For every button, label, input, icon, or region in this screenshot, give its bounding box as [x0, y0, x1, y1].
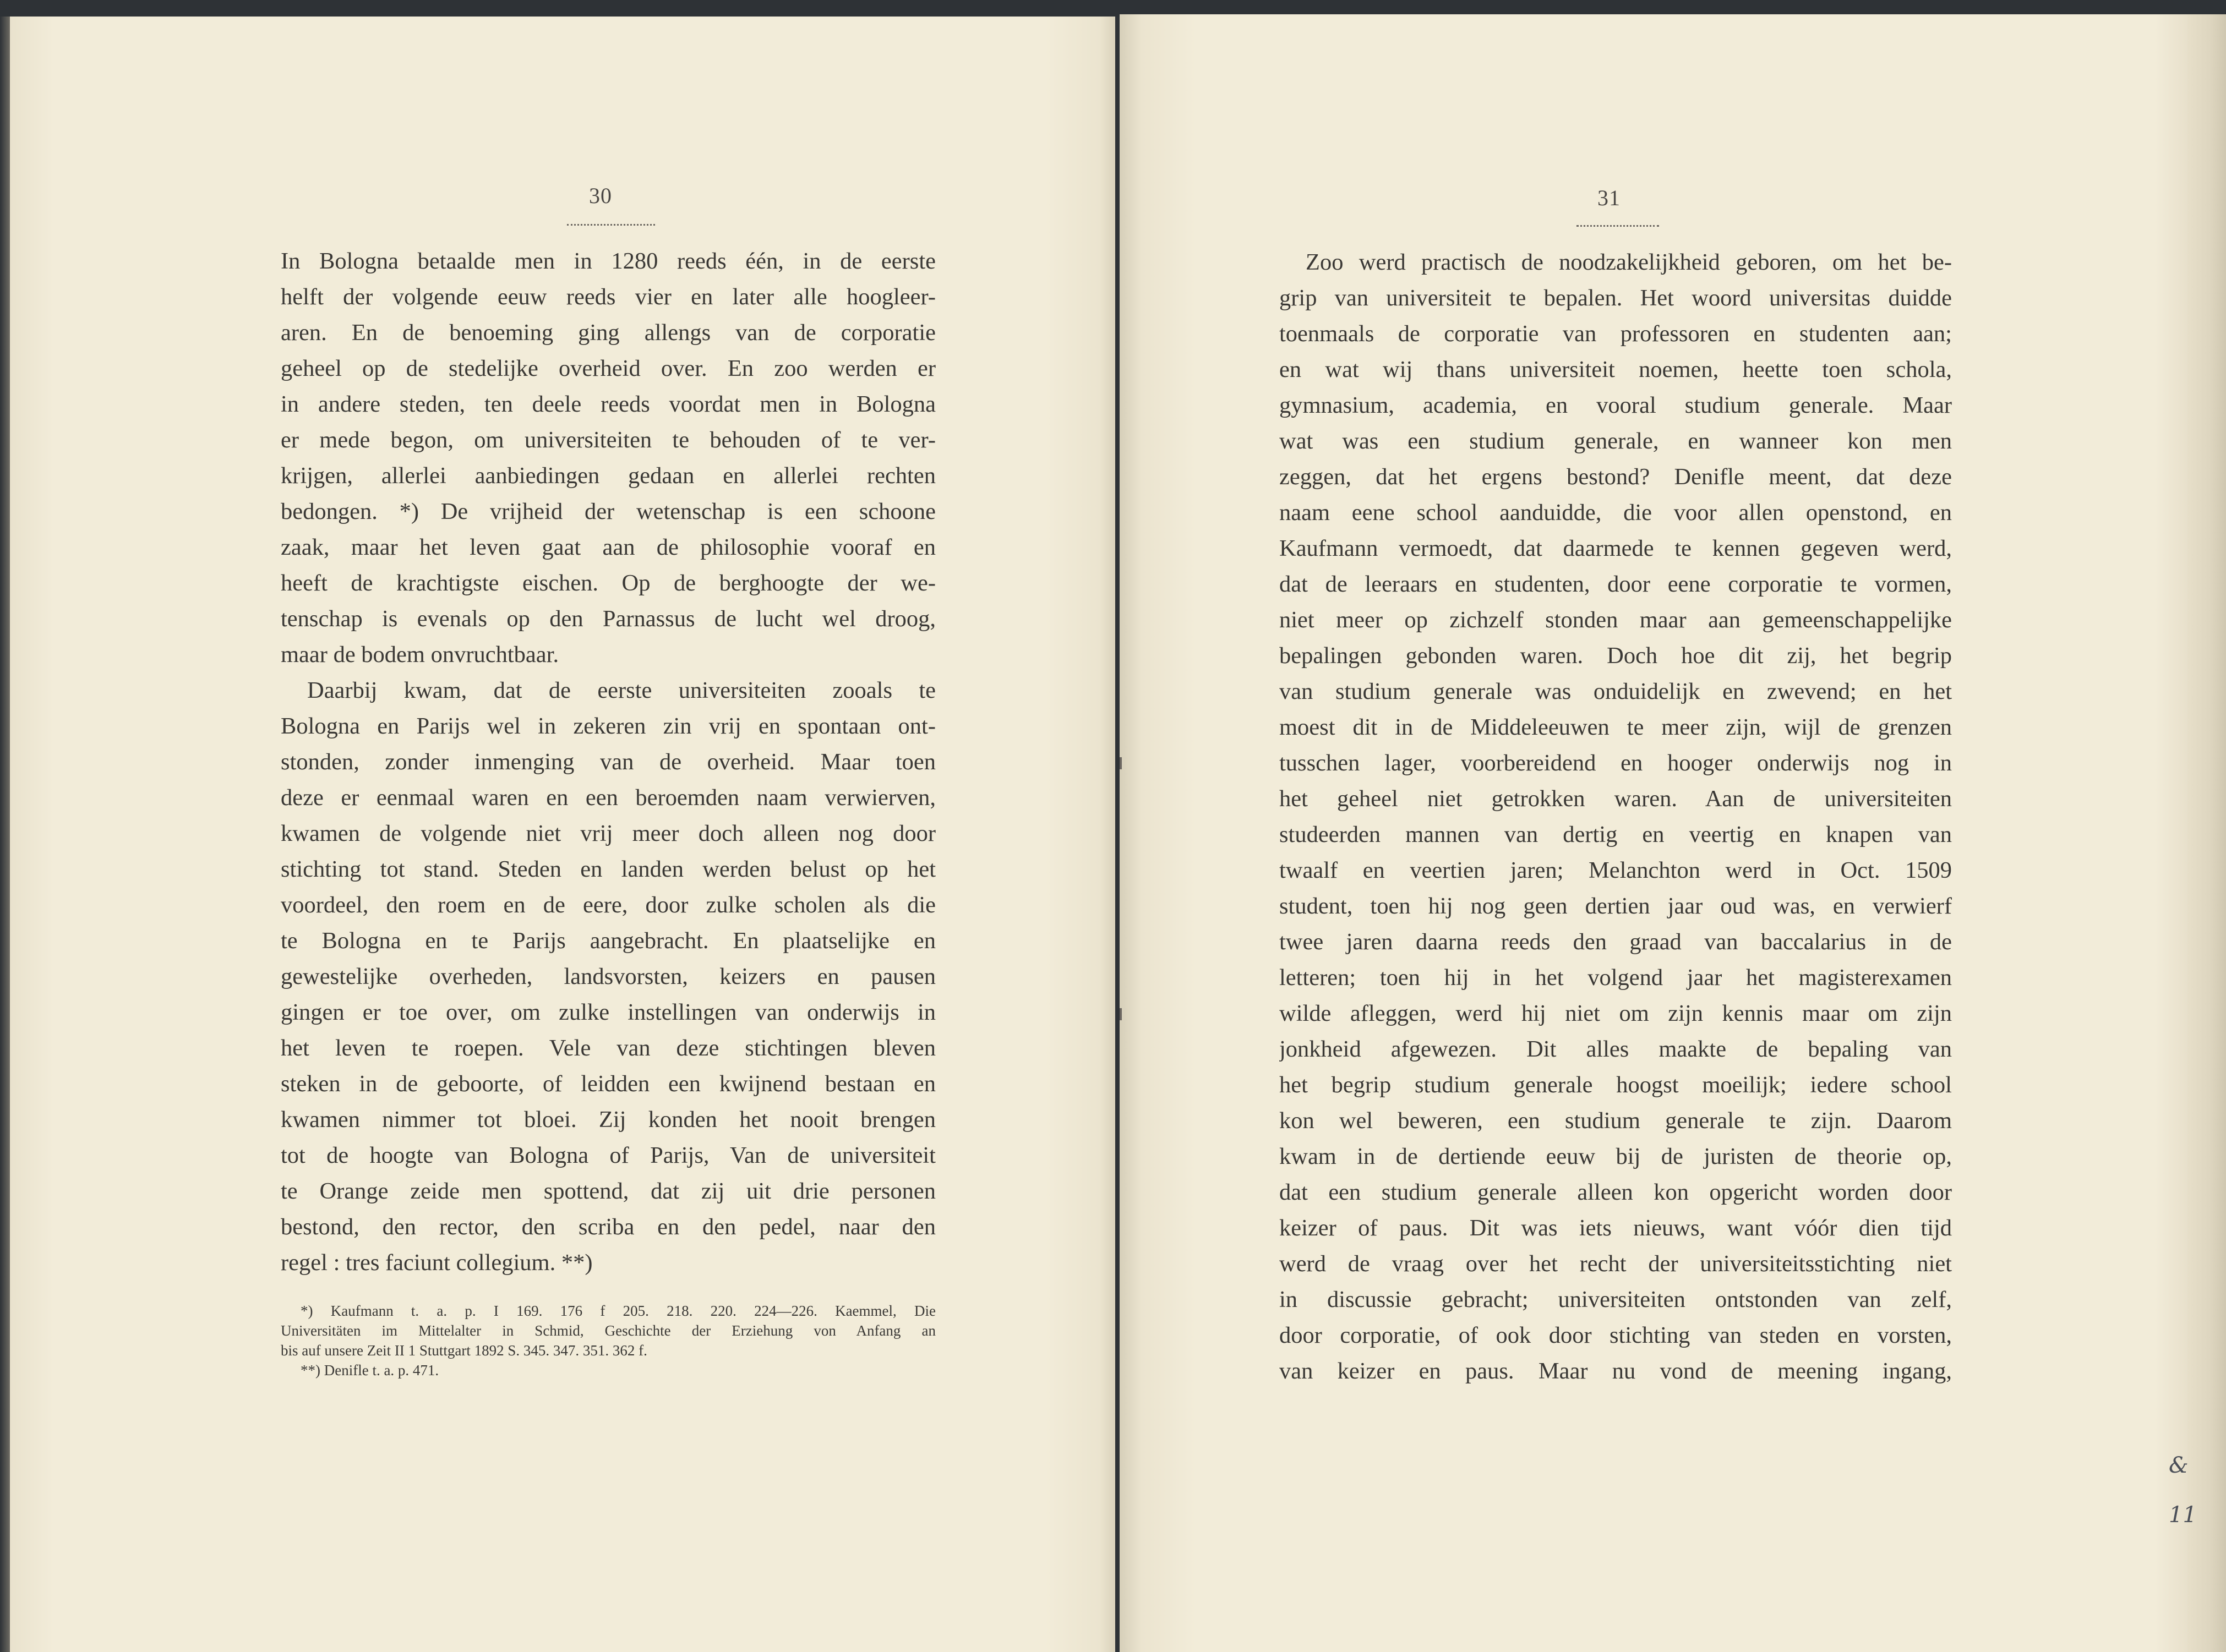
paragraph-2 [281, 672, 936, 1281]
left-page [10, 17, 1115, 1652]
text-line: kon wel beweren, een studium generale te zijn. Daarom [1279, 1108, 1952, 1134]
text-line: letteren; toen hij in het volgend jaar het magisterexamen [1279, 965, 1952, 991]
text-line: tusschen lager, voorbereidend en hooger onderwijs nog in [1279, 750, 1952, 776]
text-line: Zoo werd practisch de noodzakelijkheid geboren, om het be- [1306, 249, 1952, 275]
text-line: wat was een studium generale, en wanneer kon men [1279, 428, 1952, 454]
text-line: Bologna en Parijs wel in zekeren zin vrij en spontaan ont- [281, 713, 936, 739]
text-line: gewestelijke overheden, landsvorsten, keizers en pausen [281, 964, 936, 989]
right-body-text [1279, 244, 1952, 1389]
text-line: dat de leeraars en studenten, door eene corporatie te vormen, [1279, 571, 1952, 597]
text-line: er mede begon, om universiteiten te behouden of te ver- [281, 427, 936, 453]
text-line: twaalf en veertien jaren; Melanchton werd in Oct. 1509 [1279, 857, 1952, 883]
footnote-line: Universitäten im Mittelalter in Schmid, Geschichte der Erziehung von Anfang an [281, 1322, 936, 1339]
text-line: grip van universiteit te bepalen. Het woord universitas duidde [1279, 285, 1952, 311]
text-line: studeerden mannen van dertig en veertig en knapen van [1279, 822, 1952, 847]
text-line: bepalingen gebonden waren. Doch hoe dit zij, het begrip [1279, 643, 1952, 669]
text-line: en wat wij thans universiteit noemen, heette toen schola, [1279, 357, 1952, 382]
text-line: het geheel niet getrokken waren. Aan de universiteiten [1279, 786, 1952, 812]
text-line: keizer of paus. Dit was iets nieuws, want vóór dien tijd [1279, 1215, 1952, 1241]
binding-shadow [0, 17, 10, 1652]
text-line: kwamen nimmer tot bloei. Zij konden het nooit brengen [281, 1107, 936, 1133]
pencil-margin-note: 11 [2169, 1502, 2197, 1528]
text-line: In Bologna betaalde men in 1280 reeds één, in de eerste [281, 248, 936, 274]
text-line: van studium generale was onduidelijk en zwevend; en het [1279, 679, 1952, 704]
text-line: van keizer en paus. Maar nu vond de meening ingang, [1279, 1358, 1952, 1384]
text-line: aren. En de benoeming ging allengs van de corporatie [281, 320, 936, 346]
text-line: regel : tres faciunt collegium. **) [281, 1250, 593, 1276]
text-line: naam eene school aanduidde, die voor allen openstond, en [1279, 500, 1952, 526]
text-line: student, toen hij nog geen dertien jaar oud was, en verwierf [1279, 893, 1952, 919]
text-line: geheel op de stedelijke overheid over. En zoo werden er [281, 355, 936, 381]
text-line: in andere steden, ten deele reeds voordat men in Bologna [281, 391, 936, 417]
text-line: werd de vraag over het recht der universiteitsstichting niet [1279, 1251, 1952, 1277]
margin-speck [1120, 1008, 1122, 1020]
page-number-ornament [1576, 225, 1659, 227]
text-line: wilde afleggen, werd hij niet om zijn kennis maar om zijn [1279, 1000, 1952, 1026]
text-line: toenmaals de corporatie van professoren en studenten aan; [1279, 321, 1952, 347]
text-line: twee jaren daarna reeds den graad van baccalarius in de [1279, 929, 1952, 955]
text-line: dat een studium generale alleen kon opgericht worden door [1279, 1179, 1952, 1205]
text-line: Daarbij kwam, dat de eerste universiteiten zooals te [307, 677, 936, 703]
text-line: tot de hoogte van Bologna of Parijs, Van de universiteit [281, 1142, 936, 1168]
text-line: stonden, zonder inmenging van de overheid. Maar toen [281, 749, 936, 775]
text-line: zeggen, dat het ergens bestond? Denifle meent, dat deze [1279, 464, 1952, 490]
text-line: te Bologna en te Parijs aangebracht. En plaatselijke en [281, 928, 936, 954]
footnotes [281, 1301, 936, 1380]
text-line: tenschap is evenals op den Parnassus de lucht wel droog, [281, 606, 936, 632]
text-line: gymnasium, academia, en vooral studium generale. Maar [1279, 392, 1952, 418]
text-line: te Orange zeide men spottend, dat zij uit drie personen [281, 1178, 936, 1204]
text-line: bedongen. *) De vrijheid der wetenschap is een schoone [281, 499, 936, 524]
text-line: Kaufmann vermoedt, dat daarmede te kennen gegeven werd, [1279, 535, 1952, 561]
text-line: in discussie gebracht; universiteiten ontstonden van zelf, [1279, 1287, 1952, 1312]
text-line: kwamen de volgende niet vrij meer doch alleen nog door [281, 820, 936, 846]
page-number-ornament [567, 224, 655, 226]
text-line: niet meer op zichzelf stonden maar aan gemeenschappelijke [1279, 607, 1952, 633]
pencil-margin-note: & [2169, 1453, 2189, 1478]
text-line: kwam in de dertiende eeuw bij de juristen de theorie op, [1279, 1144, 1952, 1169]
left-body-text [281, 243, 936, 1281]
text-line: door corporatie, of ook door stichting van steden en vorsten, [1279, 1322, 1952, 1348]
text-line: voordeel, den roem en de eere, door zulke scholen als die [281, 892, 936, 918]
text-line: helft der volgende eeuw reeds vier en later alle hoogleer- [281, 284, 936, 310]
text-line: krijgen, allerlei aanbiedingen gedaan en allerlei rechten [281, 463, 936, 489]
page-number-30: 30 [589, 183, 612, 208]
text-line: heeft de krachtigste eischen. Op de berghoogte der we- [281, 570, 936, 596]
right-page [1120, 14, 2187, 1652]
text-line: bestond, den rector, den scriba en den pedel, naar den [281, 1214, 936, 1240]
text-line: gingen er toe over, om zulke instellingen van onderwijs in [281, 999, 936, 1025]
text-line: het leven te roepen. Vele van deze stichtingen bleven [281, 1035, 936, 1061]
page-number-31: 31 [1597, 185, 1621, 210]
text-line: het begrip studium generale hoogst moeilijk; iedere school [1279, 1072, 1952, 1098]
footnote-line: *) Kaufmann t. a. p. I 169. 176 f 205. 218. 220. 224—226. Kaemmel, Die [301, 1303, 936, 1319]
footnote-line: bis auf unsere Zeit II 1 Stuttgart 1892 S. 345. 347. 351. 362 f. [281, 1342, 647, 1359]
text-line: moest dit in de Middeleeuwen te meer zijn, wijl de grenzen [1279, 714, 1952, 740]
margin-speck [1120, 757, 1122, 769]
text-line: maar de bodem onvruchtbaar. [281, 642, 559, 668]
text-line: jonkheid afgewezen. Dit alles maakte de bepaling van [1279, 1036, 1952, 1062]
paragraph-1 [281, 243, 936, 672]
text-line: deze er eenmaal waren en een beroemden naam verwierven, [281, 785, 936, 811]
page-edge-strip [2187, 14, 2226, 1652]
text-line: stichting tot stand. Steden en landen werden belust op het [281, 856, 936, 882]
text-line: steken in de geboorte, of leidden een kwijnend bestaan en [281, 1071, 936, 1097]
footnote-line: **) Denifle t. a. p. 471. [301, 1362, 439, 1379]
text-line: zaak, maar het leven gaat aan de philosophie vooraf en [281, 534, 936, 560]
